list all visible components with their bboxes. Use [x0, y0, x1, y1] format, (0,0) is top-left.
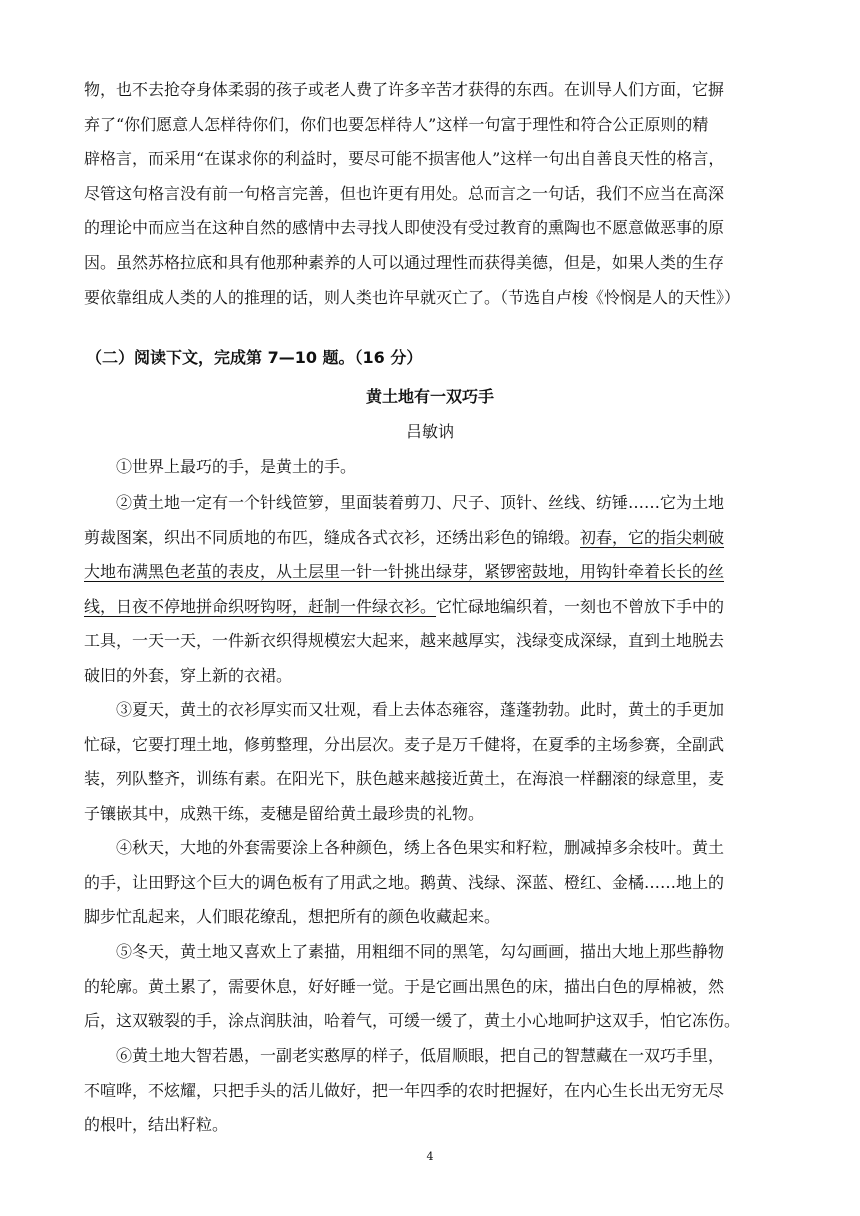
article-paragraph-5	[84, 935, 776, 1039]
text-line: 破旧的外套，穿上新的衣裙。	[84, 665, 293, 685]
underlined-text: 初春，它的指尖刺破	[580, 527, 725, 547]
text-line: 工具，一天一天，一件新衣织得规模宏大起来，越来越厚实，浅绿变成深绿，直到土地脱去	[84, 631, 725, 650]
continuation-paragraph	[84, 73, 776, 315]
text-line: ③夏天，黄土的衣衫厚实而又壮观，看上去体态雍容，蓬蓬勃勃。此时，黄土的手更加	[116, 700, 725, 719]
underlined-text: 大地布满黑色老茧的表皮，从土层里一针一针挑出绿芽，紧锣密鼓地，用钩针牵着长长的丝	[84, 562, 725, 581]
text-line: 的轮廓。黄土累了，需要休息，好好睡一觉。于是它画出黑色的床，描出白色的厚棉被，然	[84, 976, 725, 996]
text-line: 要依靠组成人类的人的推理的话，则人类也许早就灭亡了。（节选自卢梭《怜悯是人的天性》）	[84, 287, 741, 307]
article-paragraph-4	[84, 831, 776, 935]
article-author: 吕敏讷	[405, 422, 454, 441]
section-heading: （二）阅读下文，完成第 7—10 题。（16 分）	[86, 348, 423, 367]
text-line	[84, 590, 776, 625]
text-line: 装，列队整齐，训练有素。在阳光下，肤色越来越接近黄土，在海浪一样翻滚的绿意里，麦	[84, 769, 725, 788]
text-line: 尽管这句格言没有前一句格言完善，但也许更有用处。总而言之一句话，我们不应当在高深	[84, 183, 725, 203]
text-line: 子镶嵌其中，成熟干练，麦穗是留给黄土最珍贵的礼物。	[84, 803, 485, 823]
text-line: ②黄土地一定有一个针线笸箩，里面装着剪刀、尺子、顶针、丝线、纺锤……它为土地	[116, 493, 725, 512]
text-line	[84, 555, 776, 590]
text-line: 忙碌，它要打理土地，修剪整理，分出层次。麦子是万千健将，在夏季的主场参赛，全副武	[84, 734, 725, 754]
text-line: 的理论中而应当在这种自然的感情中去寻找人即使没有受过教育的熏陶也不愿意做恶事的原	[84, 218, 725, 238]
article-paragraph-3	[84, 693, 776, 831]
text-line: 辟格言，而采用“在谋求你的利益时，要尽可能不损害他人”这样一句出自善良天性的格言，	[84, 149, 725, 169]
text-line: ①世界上最巧的手，是黄土的手。	[116, 457, 357, 476]
text-line	[84, 521, 776, 556]
underlined-text: 线，日夜不停地拼命织呀钩呀，赶制一件绿衣衫。	[84, 596, 437, 616]
page-number: 4	[426, 1150, 434, 1163]
text-line: 脚步忙乱起来，人们眼花缭乱，想把所有的颜色收藏起来。	[84, 907, 501, 926]
article-title: 黄土地有一双巧手	[365, 387, 494, 406]
text-line: 后，这双皲裂的手，涂点润肤油，哈着气，可缓一缓了，黄土小心地呵护这双手，怕它冻伤。	[84, 1011, 741, 1030]
text-line: 物，也不去抢夺身体柔弱的孩子或老人费了许多辛苦才获得的东西。在训导人们方面，它摒	[84, 80, 725, 99]
text-line: ⑥黄土地大智若愚，一副老实憨厚的样子，低眉顺眼，把自己的智慧藏在一双巧手里，	[116, 1046, 725, 1065]
text-line: 的根叶，结出籽粒。	[84, 1115, 229, 1134]
article-paragraph-6	[84, 1039, 776, 1143]
article-paragraph-2	[84, 486, 776, 693]
text-line: ④秋天，大地的外套需要涂上各种颜色，绣上各色果实和籽粒，删减掉多余枝叶。黄土	[116, 838, 725, 857]
plain-text: 剪裁图案，织出不同质地的布匹，缝成各式衣衫，还绣出彩色的锦缎。	[84, 527, 581, 547]
text-line: 的手，让田野这个巨大的调色板有了用武之地。鹅黄、浅绿、深蓝、橙红、金橘……地上的	[84, 872, 725, 892]
text-line: 不喧哗，不炫耀，只把手头的活儿做好，把一年四季的农时把握好，在内心生长出无穷无尽	[84, 1080, 725, 1100]
text-line: ⑤冬天，黄土地又喜欢上了素描，用粗细不同的黑笔，勾勾画画，描出大地上那些静物	[116, 942, 725, 961]
text-line: 因。虽然苏格拉底和具有他那种素养的人可以通过理性而获得美德，但是，如果人类的生存	[84, 252, 725, 272]
text-line: 弃了“你们愿意人怎样待你们，你们也要怎样待人”这样一句富于理性和符合公正原则的精	[84, 114, 709, 134]
article-paragraph-1	[84, 450, 776, 485]
plain-text: 它忙碌地编织着，一刻也不曾放下手中的	[436, 596, 725, 616]
